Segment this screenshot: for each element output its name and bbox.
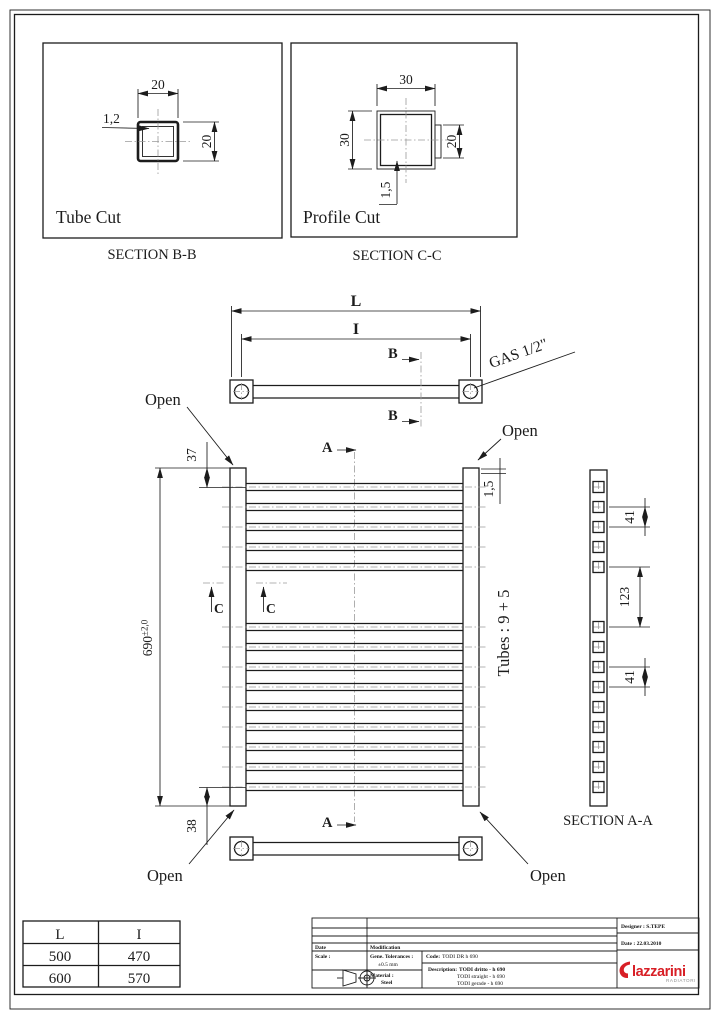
section-cc-caption: SECTION C-C	[352, 248, 442, 264]
profile-cut-title: Profile Cut	[303, 207, 381, 227]
open-label-top-right: Open	[502, 421, 538, 440]
designer-field: Designer : S.TEPE	[621, 924, 666, 930]
dim-height	[140, 619, 156, 656]
section-b-marker-top: B	[388, 346, 398, 362]
dim-profile-wall: 1,5	[378, 181, 393, 199]
profile-cut-panel	[291, 43, 517, 237]
dim-top-offset: 37	[184, 448, 199, 462]
dim-tube-height: 20	[199, 134, 214, 149]
dim-pitch-bottom: 41	[622, 670, 637, 684]
dim-centers-I: I	[352, 321, 360, 338]
material-label: Material :	[370, 973, 394, 979]
section-aa-caption: SECTION A-A	[563, 813, 653, 829]
dim-height-tolerance: ±2,0	[139, 619, 150, 636]
tubes-count-label: Tubes : 9 + 5	[494, 589, 513, 677]
code-value: TODI DR h 690	[442, 954, 478, 960]
dim-profile-height: 30	[337, 133, 352, 147]
lazzarini-mark-icon	[620, 962, 631, 979]
tolerances-value: ±0.5 mm	[378, 962, 398, 968]
table-cell: 600	[48, 971, 72, 987]
side-tube-squares	[593, 482, 604, 793]
section-b-marker-bottom: B	[388, 408, 398, 424]
side-view-section-aa	[590, 470, 650, 806]
brand-logo	[620, 962, 697, 984]
dim-rail-wall: 1,5	[481, 480, 496, 498]
dim-profile-width: 30	[399, 72, 413, 87]
title-block	[312, 918, 699, 988]
front-view	[140, 390, 566, 885]
section-bb-caption: SECTION B-B	[107, 247, 197, 263]
date-label: Date	[315, 945, 326, 951]
code-row	[426, 954, 478, 960]
modification-label: Modification	[370, 945, 401, 951]
dim-bottom-offset: 38	[184, 819, 199, 833]
dim-pitch-top: 41	[622, 510, 637, 524]
open-label-bottom-right: Open	[530, 866, 566, 885]
code-label: Code:	[426, 954, 441, 960]
brand-name: lazzarini	[632, 964, 686, 980]
projection-symbol-icon	[337, 969, 376, 987]
table-cell: 470	[127, 949, 151, 965]
tube-cut-panel	[43, 43, 282, 238]
section-c-marker-left: C	[214, 601, 224, 616]
size-table	[23, 921, 180, 987]
table-header-I: I	[136, 927, 142, 943]
table-cell: 500	[48, 949, 72, 965]
gas-connection-label: GAS 1/2"	[486, 335, 551, 372]
tube-cut-title: Tube Cut	[56, 207, 122, 227]
description-label: Description:	[428, 967, 458, 973]
description-line1: TODI dritto - h 690	[459, 967, 506, 973]
open-label-top-left: Open	[145, 390, 181, 409]
section-a-marker-bottom: A	[322, 815, 333, 831]
description-line2: TODI straight - h 690	[457, 974, 505, 980]
top-view	[230, 293, 575, 429]
dim-overall-L: L	[350, 293, 362, 310]
material-value: Steel	[381, 980, 393, 986]
section-a-marker-top: A	[322, 440, 333, 456]
description-row	[428, 967, 505, 973]
sheet-frame	[10, 10, 710, 1009]
dim-tube-wall: 1,2	[103, 111, 120, 126]
dim-profile-inner: 20	[444, 134, 459, 149]
dim-height-value: 690	[140, 635, 155, 657]
brand-subtitle: RADIATORI	[666, 978, 696, 983]
section-c-marker-right: C	[266, 601, 276, 616]
dim-gap: 123	[617, 586, 632, 608]
table-cell: 570	[127, 971, 151, 987]
dim-tube-width: 20	[151, 77, 165, 92]
description-line3: TODI gerade - h 690	[457, 981, 504, 987]
scale-label: Scale :	[315, 954, 331, 960]
bottom-view	[230, 837, 482, 860]
open-label-bottom-left: Open	[147, 866, 183, 885]
tolerances-label: Gene. Tolerances :	[370, 954, 414, 960]
table-header-L: L	[55, 927, 65, 943]
date-field: Date : 22.03.2010	[621, 941, 662, 947]
